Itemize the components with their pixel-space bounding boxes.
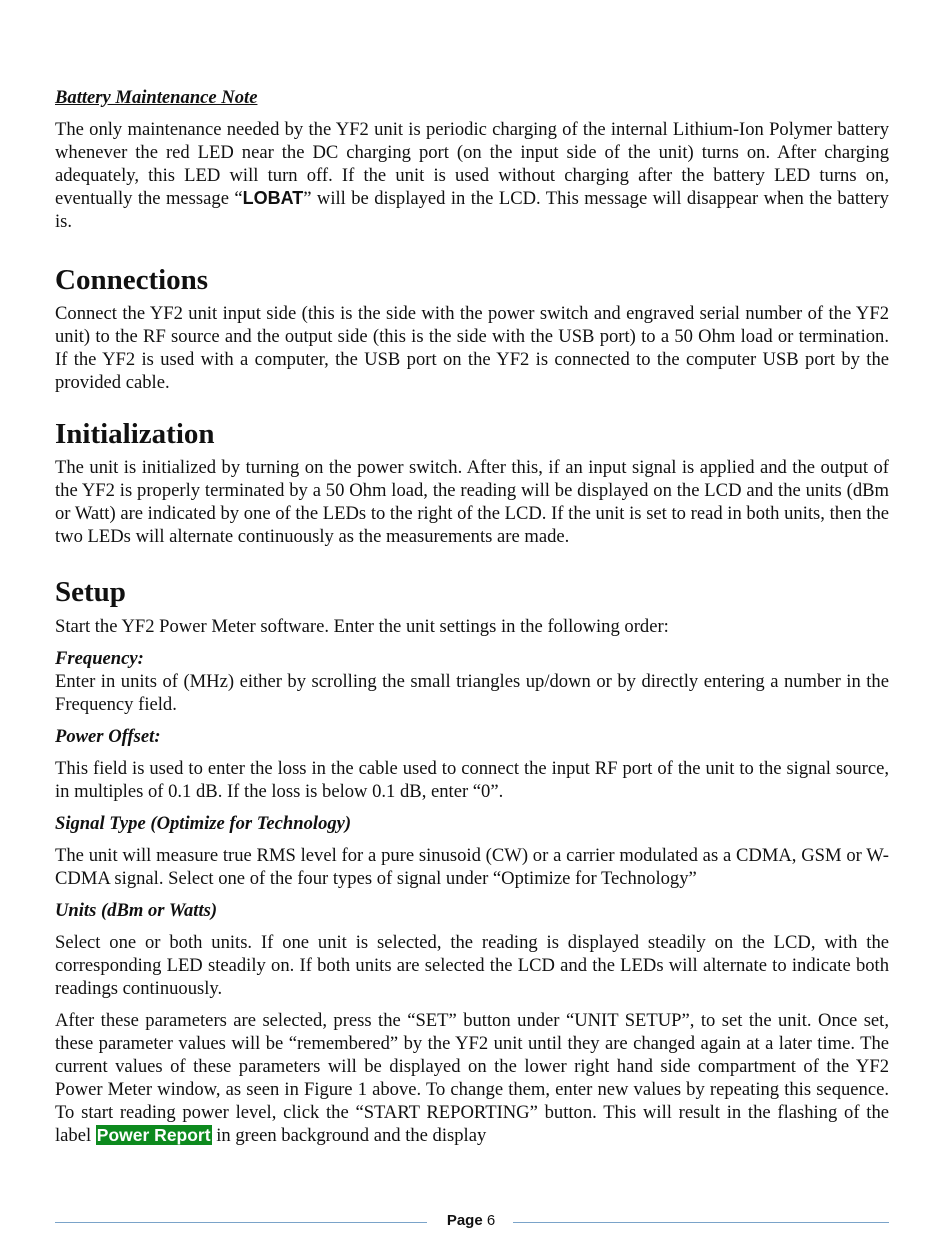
initialization-paragraph: The unit is initialized by turning on the power switch. After this, if an input signal is applied and the output of the YF2 is properly terminated by a 50 Ohm load, the reading will be displayed on the LCD and the units (dBm or Watt) are indicated by one of the LEDs to the right of the LCD. If the unit is set to read in both units, then the two LEDs will alternate continuously as the measurements are made. (55, 457, 889, 547)
units-title: Units (dBm or Watts) (55, 900, 218, 921)
connections-paragraph: Connect the YF2 unit input side (this is the side with the power switch and engraved serial number of the YF2 unit) to the RF source and the output side (this is the side with the USB port) to a 50 Ohm load or termination. If the YF2 is used with a computer, the USB port on the YF2 is connected to the computer USB port by the provided cable. (55, 303, 889, 393)
signal-type-text: The unit will measure true RMS level for a pure sinusoid (CW) or a carrier modulated as a CDMA, GSM or W-CDMA signal. Select one of the four types of signal under “Optimize for Technology” (55, 845, 889, 889)
setup-heading: Setup (55, 576, 126, 608)
battery-text-a: The only maintenance needed by the YF2 unit is periodic charging of the internal Lithium-Ion Polymer battery whenever the red LED near the DC charging port (on the input side of the unit) turns on. After charging adequately, this LED will turn off. If the unit is used without charging after the battery LED turns on, eventually the message “ (55, 119, 889, 209)
page-footer (55, 1212, 889, 1234)
power-report-label: Power Report (96, 1125, 211, 1145)
page-number-value: 6 (486, 1212, 496, 1229)
after-text-b: in green background and the display (211, 1125, 487, 1146)
after-text-a: After these parameters are selected, press the “SET” button under “UNIT SETUP”, to set the unit. Once set, these parameter values will be “remembered” by the YF2 unit until they are changed again at a later time. The current values of these parameters will be displayed on the lower right hand side compartment of the YF2 Power Meter window, as seen in Figure 1 above. To change them, enter new values by repeating this sequence. To start reading power level, click the “START REPORTING” button. This will result in the flashing of the label (55, 1010, 889, 1146)
battery-paragraph (55, 118, 889, 233)
lobat-message: LOBAT (242, 188, 304, 208)
frequency-title: Frequency: (55, 648, 144, 669)
initialization-heading: Initialization (55, 418, 215, 450)
footer-rule-right (513, 1222, 889, 1223)
signal-type-title: Signal Type (Optimize for Technology) (55, 813, 352, 834)
page-content (55, 86, 889, 1147)
setup-intro: Start the YF2 Power Meter software. Enter the unit settings in the following order: (55, 616, 669, 637)
power-offset-title: Power Offset: (55, 726, 161, 747)
footer-rule-left (55, 1222, 427, 1223)
connections-heading: Connections (55, 264, 209, 296)
frequency-text: Enter in units of (MHz) either by scrolling the small triangles up/down or by directly entering a number in the Frequency field. (55, 671, 889, 715)
power-offset-text: This field is used to enter the loss in the cable used to connect the input RF port of the unit to the signal source, in multiples of 0.1 dB. If the loss is below 0.1 dB, enter “0”. (55, 758, 889, 802)
page-word: Page (446, 1212, 483, 1229)
battery-text-b: ” will be displayed in the LCD. This message will disappear when the battery is. (55, 188, 889, 232)
battery-note-title: Battery Maintenance Note (55, 87, 258, 108)
page-number (431, 1212, 511, 1229)
after-parameters-paragraph (55, 1009, 889, 1147)
units-text: Select one or both units. If one unit is selected, the reading is displayed steadily on the LCD, with the corresponding LED steadily on. If both units are selected the LCD and the LEDs will alternate to indicate both readings continuously. (55, 932, 889, 999)
